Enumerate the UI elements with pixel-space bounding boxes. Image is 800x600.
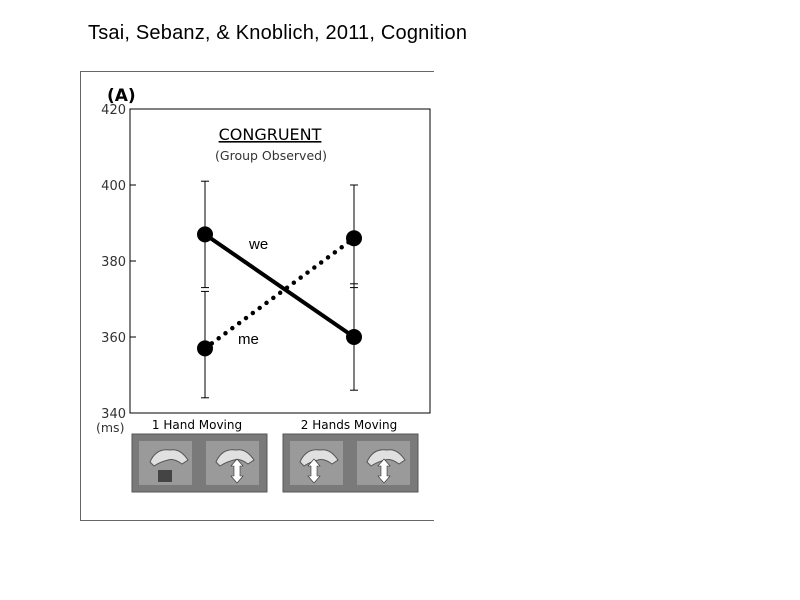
series-lines xyxy=(205,234,354,348)
y-axis xyxy=(101,103,136,422)
series-line-me xyxy=(205,238,354,348)
y-tick-label: 380 xyxy=(101,255,126,270)
citation: Tsai, Sebanz, & Knoblich, 2011, Cognition xyxy=(88,22,468,44)
series-label-we: we xyxy=(249,236,269,253)
chart-title: CONGRUENT xyxy=(218,125,322,144)
y-tick-label: 400 xyxy=(101,179,126,194)
condition-panel-1-hand xyxy=(132,434,267,492)
data-point-we xyxy=(346,329,362,345)
series-label-me: me xyxy=(238,331,259,348)
chart-subtitle: (Group Observed) xyxy=(215,148,327,163)
y-axis-unit: (ms) xyxy=(96,420,125,435)
series-line-we xyxy=(205,234,354,337)
y-tick-label: 420 xyxy=(101,103,126,118)
category-label-1-hand: 1 Hand Moving xyxy=(151,418,243,432)
data-point-me xyxy=(197,340,213,356)
category-label-2-hands: 2 Hands Moving xyxy=(300,418,398,432)
data-point-me xyxy=(346,230,362,246)
condition-panel-2-hands xyxy=(283,434,418,492)
y-tick-label: 360 xyxy=(101,331,126,346)
data-point-we xyxy=(197,226,213,242)
error-bars xyxy=(201,181,358,398)
panel-label: (A) xyxy=(107,86,136,106)
y-tick-label: 340 xyxy=(101,407,126,422)
